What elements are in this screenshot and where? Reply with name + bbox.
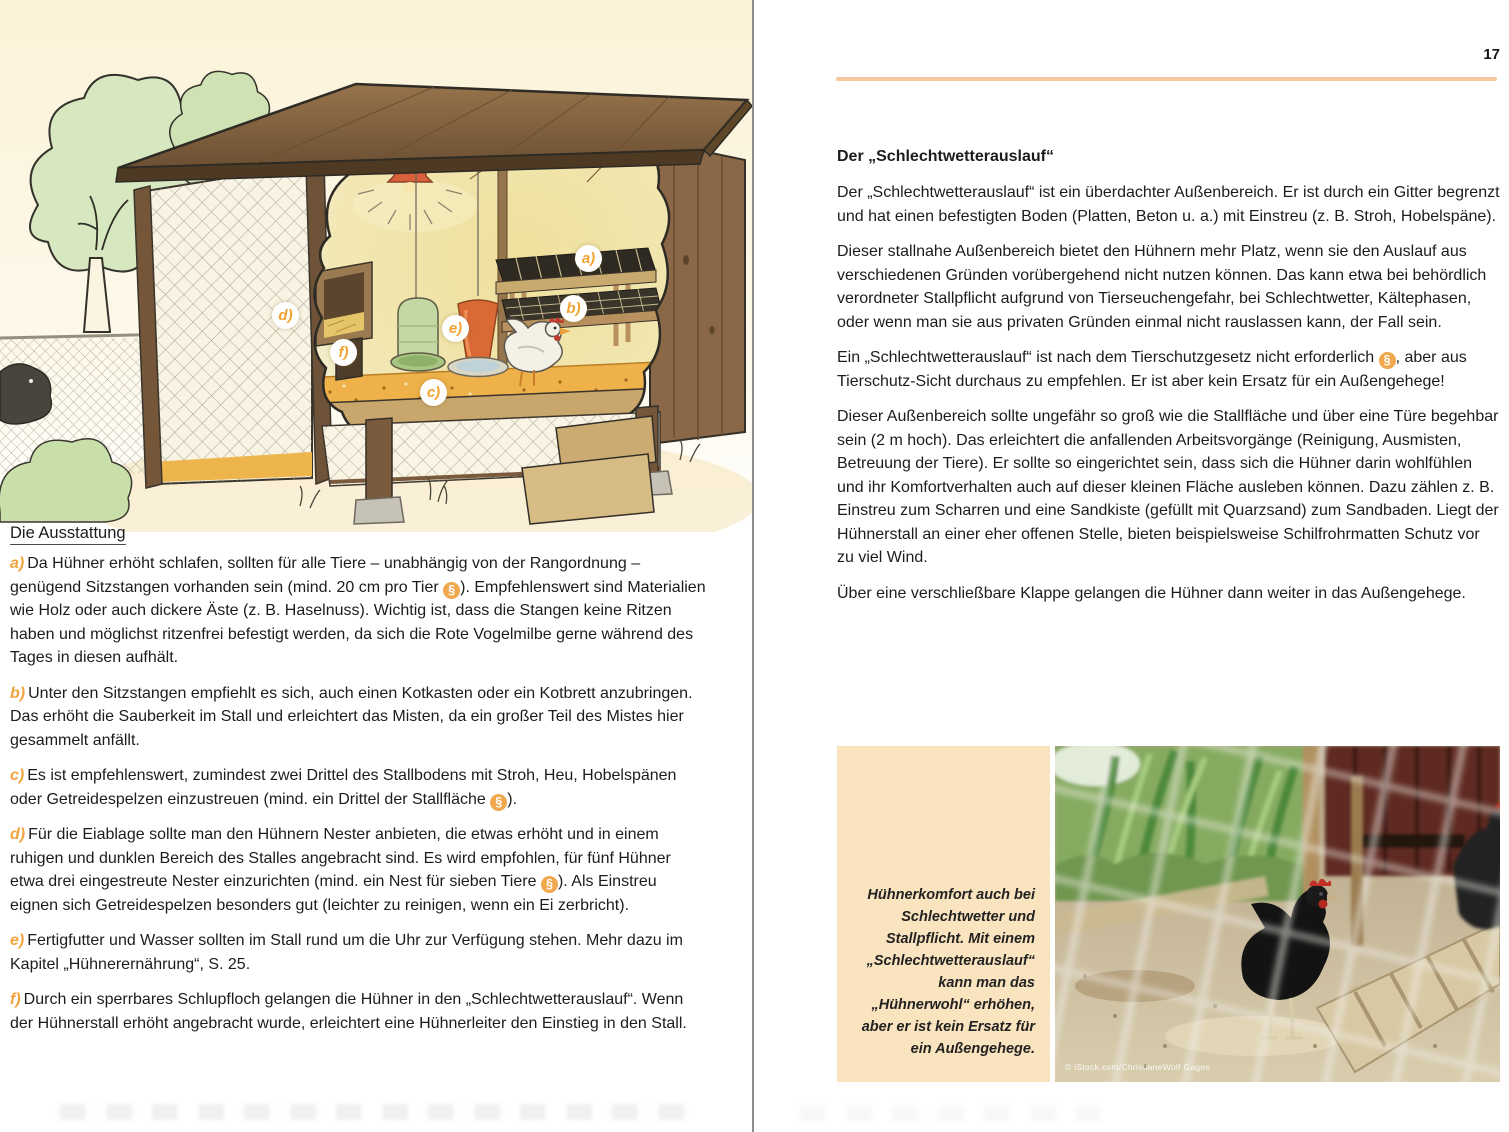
paragraph: Der „Schlechtwetterauslauf“ ist ein überdachter Außenbereich. Er ist durch ein Gitter begrenzt und hat einen befestigten Boden (Platten, Beton u. a.) mit Einstreu (z. B. Stroh, Hobelspäne).: [837, 184, 1500, 225]
equipment-item-d: [10, 823, 709, 917]
equipment-item-f: [10, 988, 709, 1035]
schlechtwetterauslauf-section: [837, 148, 1501, 605]
page-bleed-right: [800, 1106, 1100, 1122]
feeder: [391, 298, 445, 371]
paragraph: Über eine verschließbare Klappe gelangen die Hühner dann weiter in das Außengehege.: [837, 584, 1466, 602]
page-bleed-left: [60, 1104, 695, 1120]
item-marker: c): [10, 767, 25, 784]
dark-hen-far-left: [0, 364, 51, 424]
chicken-run-photo: [1055, 746, 1500, 1082]
equipment-item-e: [10, 929, 709, 976]
item-marker: b): [10, 684, 26, 702]
item-text: Es ist empfehlenswert, zumindest zwei Drittel des Stallbodens mit Stroh, Heu, Hobelspänen oder Getreidespelzen einzustreuen (mind. ein Drittel der Stallfläche § ).: [10, 767, 677, 809]
equipment-item-a: [10, 552, 709, 670]
item-text: Durch ein sperrbares Schlupfloch gelangen die Hühner in den „Schlechtwetterauslauf“. Wenn der Hühnerstall erhöht angebracht wurde, erleichtert eine Hühnerleiter den Einstieg in den Stall.: [10, 991, 687, 1032]
header-rule: [836, 77, 1497, 81]
item-text: Für die Eiablage sollte man den Hühnern Nester anbieten, die etwas erhöht und in einem ruhigen und dunklen Bereich des Stalles angebracht sind. Es wird empfohlen, für fünf Hühner etwa drei eingestreute Nester einzurichten (mind. ein Nest für sieben Tiere § ). Als Einstreu eignen sich Getreidespelzen besonders gut (leichter zu reinigen, wenn ein Ei zerbricht).: [10, 826, 671, 914]
left-page: [0, 0, 752, 1132]
caption-box: [837, 746, 1050, 1082]
item-marker: a): [10, 555, 25, 572]
section-heading: Der „Schlechtwetterauslauf“: [837, 148, 1054, 165]
illustration-label-e: e): [442, 315, 469, 342]
item-marker: f): [10, 991, 21, 1008]
chicken-coop-illustration: [0, 0, 753, 532]
nest-box: [316, 262, 372, 346]
item-marker: e): [10, 932, 25, 949]
equipment-section: [10, 524, 709, 1047]
equipment-item-c: [10, 764, 709, 811]
section-sign-icon: §: [443, 582, 460, 599]
photo-credit: © iStock.com/ChristianeWolf Gages: [1065, 1062, 1210, 1072]
paragraph: Dieser Außenbereich sollte ungefähr so groß wie die Stallfläche und über eine Türe begehbar sein (2 m hoch). Das erleichtert die anfallenden Arbeitsvorgänge (Reinigung, Ausmisten, Betreuung der Tiere). Er sollte so eingerichtet sein, dass sich die Hühner darin wohlfühlen und ihr Komfortverhalten auch auf dieser kleinen Fläche ausleben können. Dazu zählen z. B. Einstreu zum Scharren und eine Sandkiste (gefüllt mit Quarzsand) zum Sandbaden. Liegt der Hühnerstall an einer eher offenen Stelle, bieten beispielsweise Schilfrohrmatten Schutz vor zu viel Wind.: [837, 408, 1499, 566]
section-sign-icon: §: [490, 794, 507, 811]
chicken-run-photo-svg: [1055, 746, 1500, 1082]
item-text: Da Hühner erhöht schlafen, sollten für alle Tiere – unabhängig von der Rangordnung – genügend Sitzstangen vorhanden sein (mind. 20 cm pro Tier § ). Empfehlenswert sind Materialien wie Holz oder auch dickere Äste (z. B. Haselnuss). Wichtig ist, dass die Stangen keine Ritzen haben und möglichst ritzenfrei befestigt werden, da sich die Rote Vogelmilbe gerne während des Tages in diesen aufhält.: [10, 555, 706, 666]
illustration-label-b: b): [560, 295, 587, 322]
section-sign-icon: §: [541, 876, 558, 893]
illustration-label-f: f): [330, 339, 357, 366]
paragraph: Ein „Schlechtwetterauslauf“ ist nach dem Tierschutzgesetz nicht erforderlich § , aber aus Tierschutz-Sicht durchaus zu empfehlen. Er ist aber kein Ersatz für ein Außengehege!: [837, 349, 1467, 390]
illustration-label-a: a): [575, 245, 602, 272]
equipment-item-b: [10, 682, 709, 753]
item-text: Fertigfutter und Wasser sollten im Stall rund um die Uhr zur Verfügung stehen. Mehr dazu im Kapitel „Hühnerernährung“, S. 25.: [10, 932, 683, 973]
chicken-coop-illustration-svg: [0, 0, 753, 532]
footing-left: [354, 497, 404, 524]
section-heading: Die Ausstattung: [10, 524, 126, 545]
item-text: Unter den Sitzstangen empfiehlt es sich, auch einen Kotkasten oder ein Kotbrett anzubringen. Das erhöht die Sauberkeit im Stall und erleichtert das Misten, da ein großer Teil des Mistes hier gesammelt anfällt.: [10, 684, 693, 749]
illustration-label-d: d): [272, 302, 299, 329]
item-marker: d): [10, 826, 26, 843]
paragraph: Dieser stallnahe Außenbereich bietet den Hühnern mehr Platz, wenn sie den Auslauf aus verschiedenen Gründen vorübergehend nicht nutzen können. Das kann etwa bei behördlich verordneter Stallpflicht aufgrund von Tierseuchengefahr, bei Schlechtwetter, Kältephasen, oder wenn man sie aus privaten Gründen einmal nicht rauslassen kann, der Fall sein.: [837, 243, 1487, 331]
illustration-label-c: c): [420, 379, 447, 406]
photo-caption: Hühnerkomfort auch bei Schlechtwetter und Stallpflicht. Mit einem „Schlechtwetterauslauf“ kann man das „Hühnerwohl“ erhöhen, aber er ist kein Ersatz für ein Außengehege.: [861, 887, 1035, 1057]
section-sign-icon: §: [1379, 352, 1396, 369]
page-number: 17: [1483, 46, 1500, 63]
